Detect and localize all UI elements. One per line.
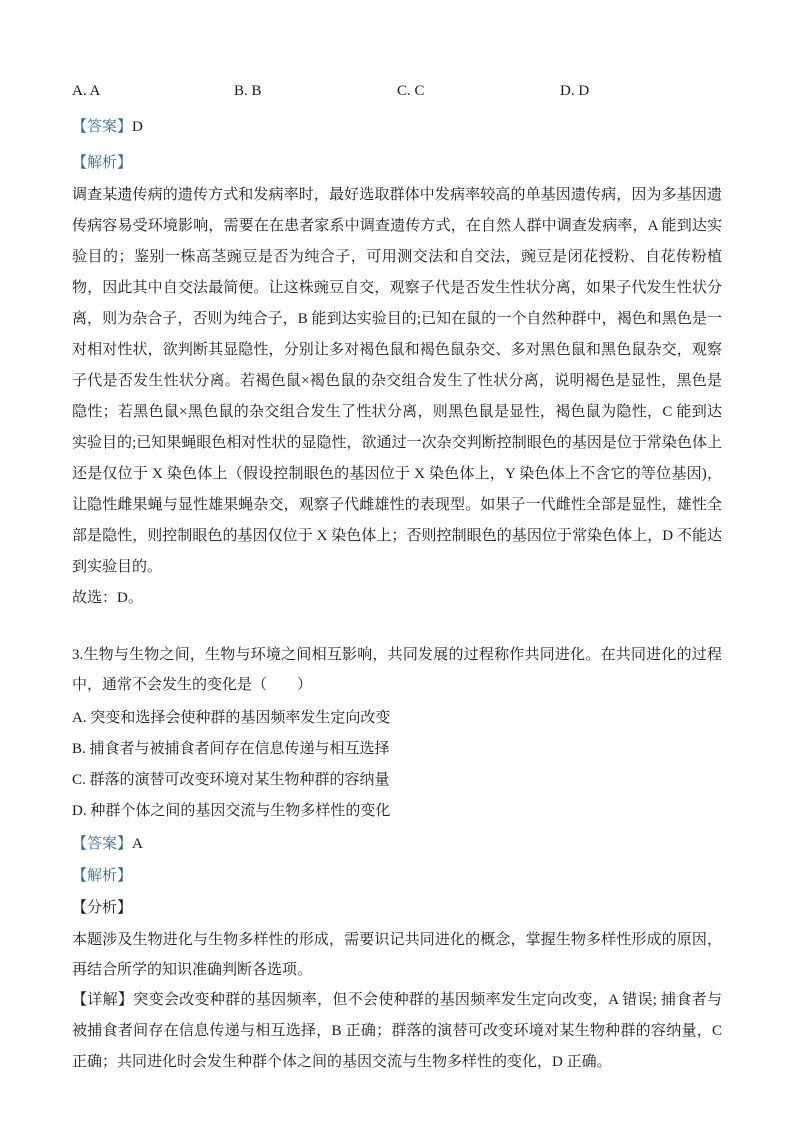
q3-analysis-line (72, 861, 722, 891)
q3-fenxi-label: 【分析】 (72, 900, 133, 916)
q3-stem: 3.生物与生物之间，生物与环境之间相互影响，共同发展的过程称作共同进化。在共同进化的过程中，通常不会发生的变化是（ ） (72, 647, 722, 693)
q3-detail-text: 突变会改变种群的基因频率，但不会使种群的基因频率发生定向改变，A 错误; 捕食者与被捕食者间存在信息传递与相互选择，B 正确；群落的演替可改变环境对某生物种群的容纳量，C 正确；共同进化时会发生种群个体之间的基因交流与生物多样性的变化，D 正确。 (72, 992, 722, 1070)
question-2-answer-block (72, 76, 722, 614)
q3-answer-line (72, 829, 722, 859)
q3-detail-label: 【详解】 (72, 992, 134, 1008)
q3-option-d: D. 种群个体之间的基因交流与生物多样性的变化 (72, 803, 391, 819)
q2-option-d: D. D (560, 83, 590, 99)
q2-analysis-label: 【解析】 (72, 155, 133, 171)
q3-answer-label: 【答案】 (72, 836, 133, 852)
q2-options-row (72, 76, 722, 106)
q3-answer-value: A (132, 836, 143, 852)
q2-analysis-line (72, 148, 722, 178)
q2-option-b: B. B (234, 83, 262, 99)
q2-option-a: A. A (72, 83, 101, 99)
q2-answer-label: 【答案】 (72, 119, 133, 135)
q2-conclusion: 故选：D。 (72, 590, 143, 606)
q2-option-c: C. C (397, 83, 425, 99)
q3-detail-paragraph (72, 985, 722, 1078)
q2-explanation-paragraph: 调查某遗传病的遗传方式和发病率时，最好选取群体中发病率较高的单基因遗传病，因为多基因遗传病容易受环境影响，需要在在患者家系中调查遗传方式，在自然人群中调查发病率，A 能到达实验目的；鉴别一株高茎豌豆是否为纯合子，可用测交法和自交法，豌豆是闭花授粉、自花传粉植物，因此其中自交法最简便。让这株豌豆自交，观察子代是否发生性状分离，如果子代发生性状分离，则为杂合子，否则为纯合子，B 能到达实验目的;已知在鼠的一个自然种群中，褐色和黑色是一对相对性状，欲判断其显隐性，分别让多对褐色鼠和褐色鼠杂交、多对黑色鼠和黑色鼠杂交，观察子代是否发生性状分离。若褐色鼠×褐色鼠的杂交组合发生了性状分离，说明褐色是显性，黑色是隐性；若黑色鼠×黑色鼠的杂交组合发生了性状分离，则黑色鼠是显性，褐色鼠为隐性，C 能到达实验目的;已知果蝇眼色相对性状的显隐性，欲通过一次杂交判断控制眼色的基因是位于常染色体上还是仅位于 X 染色体上（假设控制眼色的基因位于 X 染色体上，Y 染色体上不含它的等位基因)，让隐性雌果蝇与显性雄果蝇杂交，观察子代雌雄性的表现型。如果子一代雌性全部是显性，雄性全部是隐性，则控制眼色的基因仅位于 X 染色体上；否则控制眼色的基因位于常染色体上，D 不能达到实验目的。 (72, 187, 722, 575)
q2-answer-value: D (132, 119, 143, 135)
q3-option-c: C. 群落的演替可改变环境对某生物种群的容纳量 (72, 772, 390, 788)
q3-fenxi-paragraph: 本题涉及生物进化与生物多样性的形成，需要识记共同进化的概念，掌握生物多样性形成的原因，再结合所学的知识准确判断各选项。 (72, 932, 722, 978)
q3-analysis-label: 【解析】 (72, 868, 133, 884)
q2-answer-line (72, 112, 722, 142)
q3-option-a: A. 突变和选择会使种群的基因频率发生定向改变 (72, 710, 391, 726)
q3-fenxi-line (72, 893, 722, 923)
q3-option-b: B. 捕食者与被捕食者间存在信息传递与相互选择 (72, 741, 390, 757)
question-3-block (72, 640, 722, 1078)
